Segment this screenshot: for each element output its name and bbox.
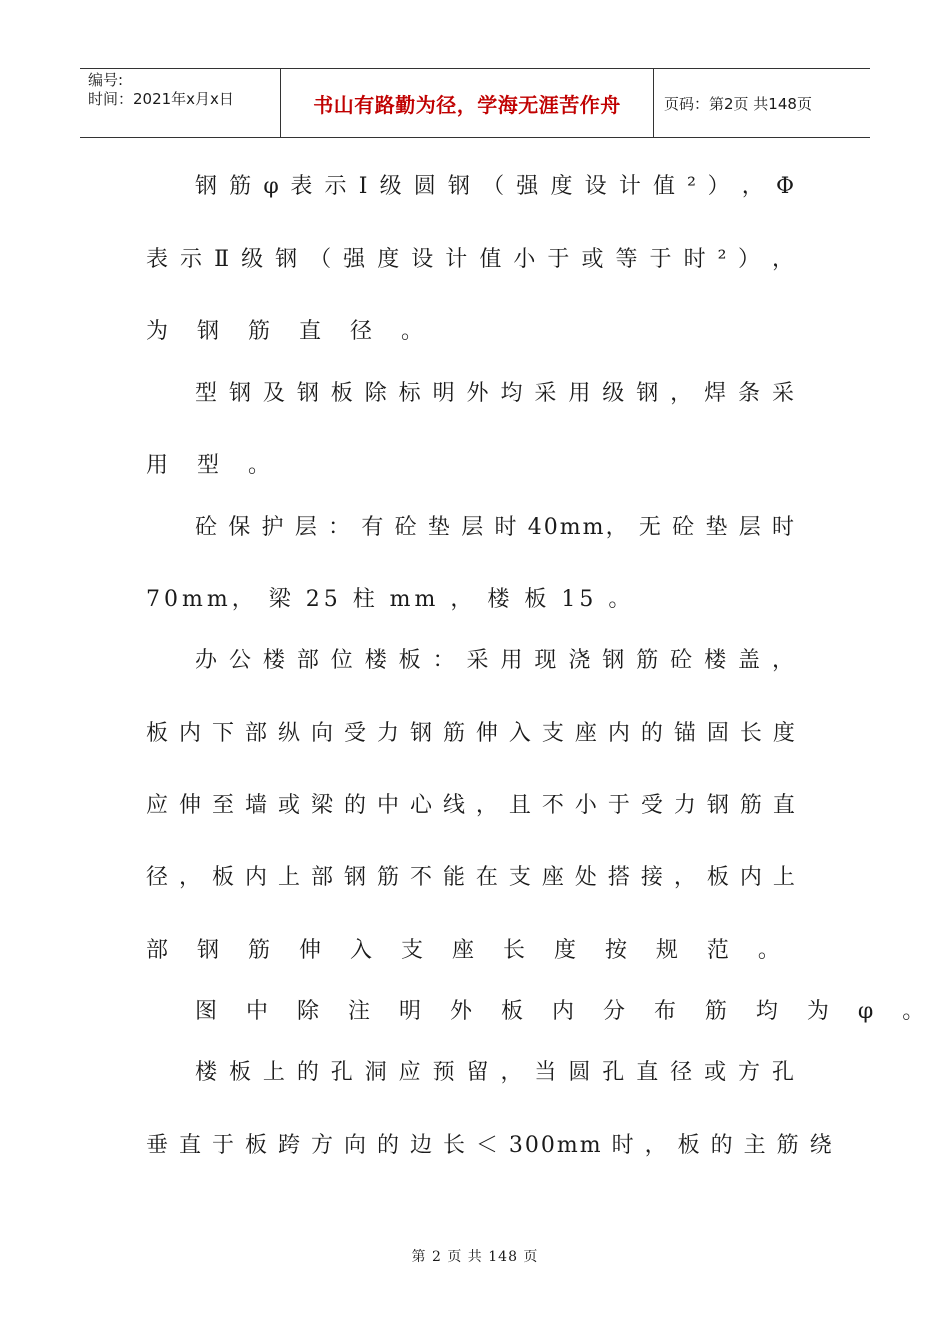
text-line: 楼 板 上 的 孔 洞 应 预 留 ， 当 圆 孔 直 径 或 方 孔 [195,1060,796,1085]
text-line: 径 ， 板 内 上 部 钢 筋 不 能 在 支 座 处 搭 接 ， 板 内 上 [146,865,797,890]
header-page-info: 页码：第2页 共148页 [664,94,812,113]
text-line: 钢 筋 φ 表 示 Ⅰ 级 圆 钢 （ 强 度 设 计 值 ² ） ， Φ [195,174,796,199]
text-line: 应 伸 至 墙 或 梁 的 中 心 线 ， 且 不 小 于 受 力 钢 筋 直 [146,793,797,818]
serial-label: 编号: [88,71,124,89]
text-line: 为 钢 筋 直 径 。 [146,319,434,344]
text-line: 部 钢 筋 伸 入 支 座 长 度 按 规 范 。 [146,938,791,963]
text-line: 垂 直 于 板 跨 方 向 的 边 长 ＜ 300mm 时 ， 板 的 主 筋 绕 [146,1133,834,1158]
text-line: 板 内 下 部 纵 向 受 力 钢 筋 伸 入 支 座 内 的 锚 固 长 度 [146,721,797,746]
text-line: 砼 保 护 层 ： 有 砼 垫 层 时 40mm， 无 砼 垫 层 时 [195,515,796,540]
text-line: 用 型 。 [146,453,281,478]
header-motto: 书山有路勤为径，学海无涯苦作舟 [281,69,654,137]
text-line: 70mm， 梁 25 柱 mm ， 楼 板 15 。 [146,587,635,612]
text-line: 型 钢 及 钢 板 除 标 明 外 均 采 用 级 钢 ， 焊 条 采 [195,381,796,406]
time-label: 时间：2021年x月x日 [88,90,234,108]
page-header [80,68,870,138]
text-line: 图 中 除 注 明 外 板 内 分 布 筋 均 为 φ 。 [195,999,936,1024]
page-footer: 第 2 页 共 148 页 [411,1249,539,1265]
header-meta [80,69,281,137]
text-line: 办 公 楼 部 位 楼 板 ： 采 用 现 浇 钢 筋 砼 楼 盖 ， [195,648,796,673]
text-line: 表 示 Ⅱ 级 钢 （ 强 度 设 计 值 小 于 或 等 于 时 ² ） ， [146,247,796,272]
